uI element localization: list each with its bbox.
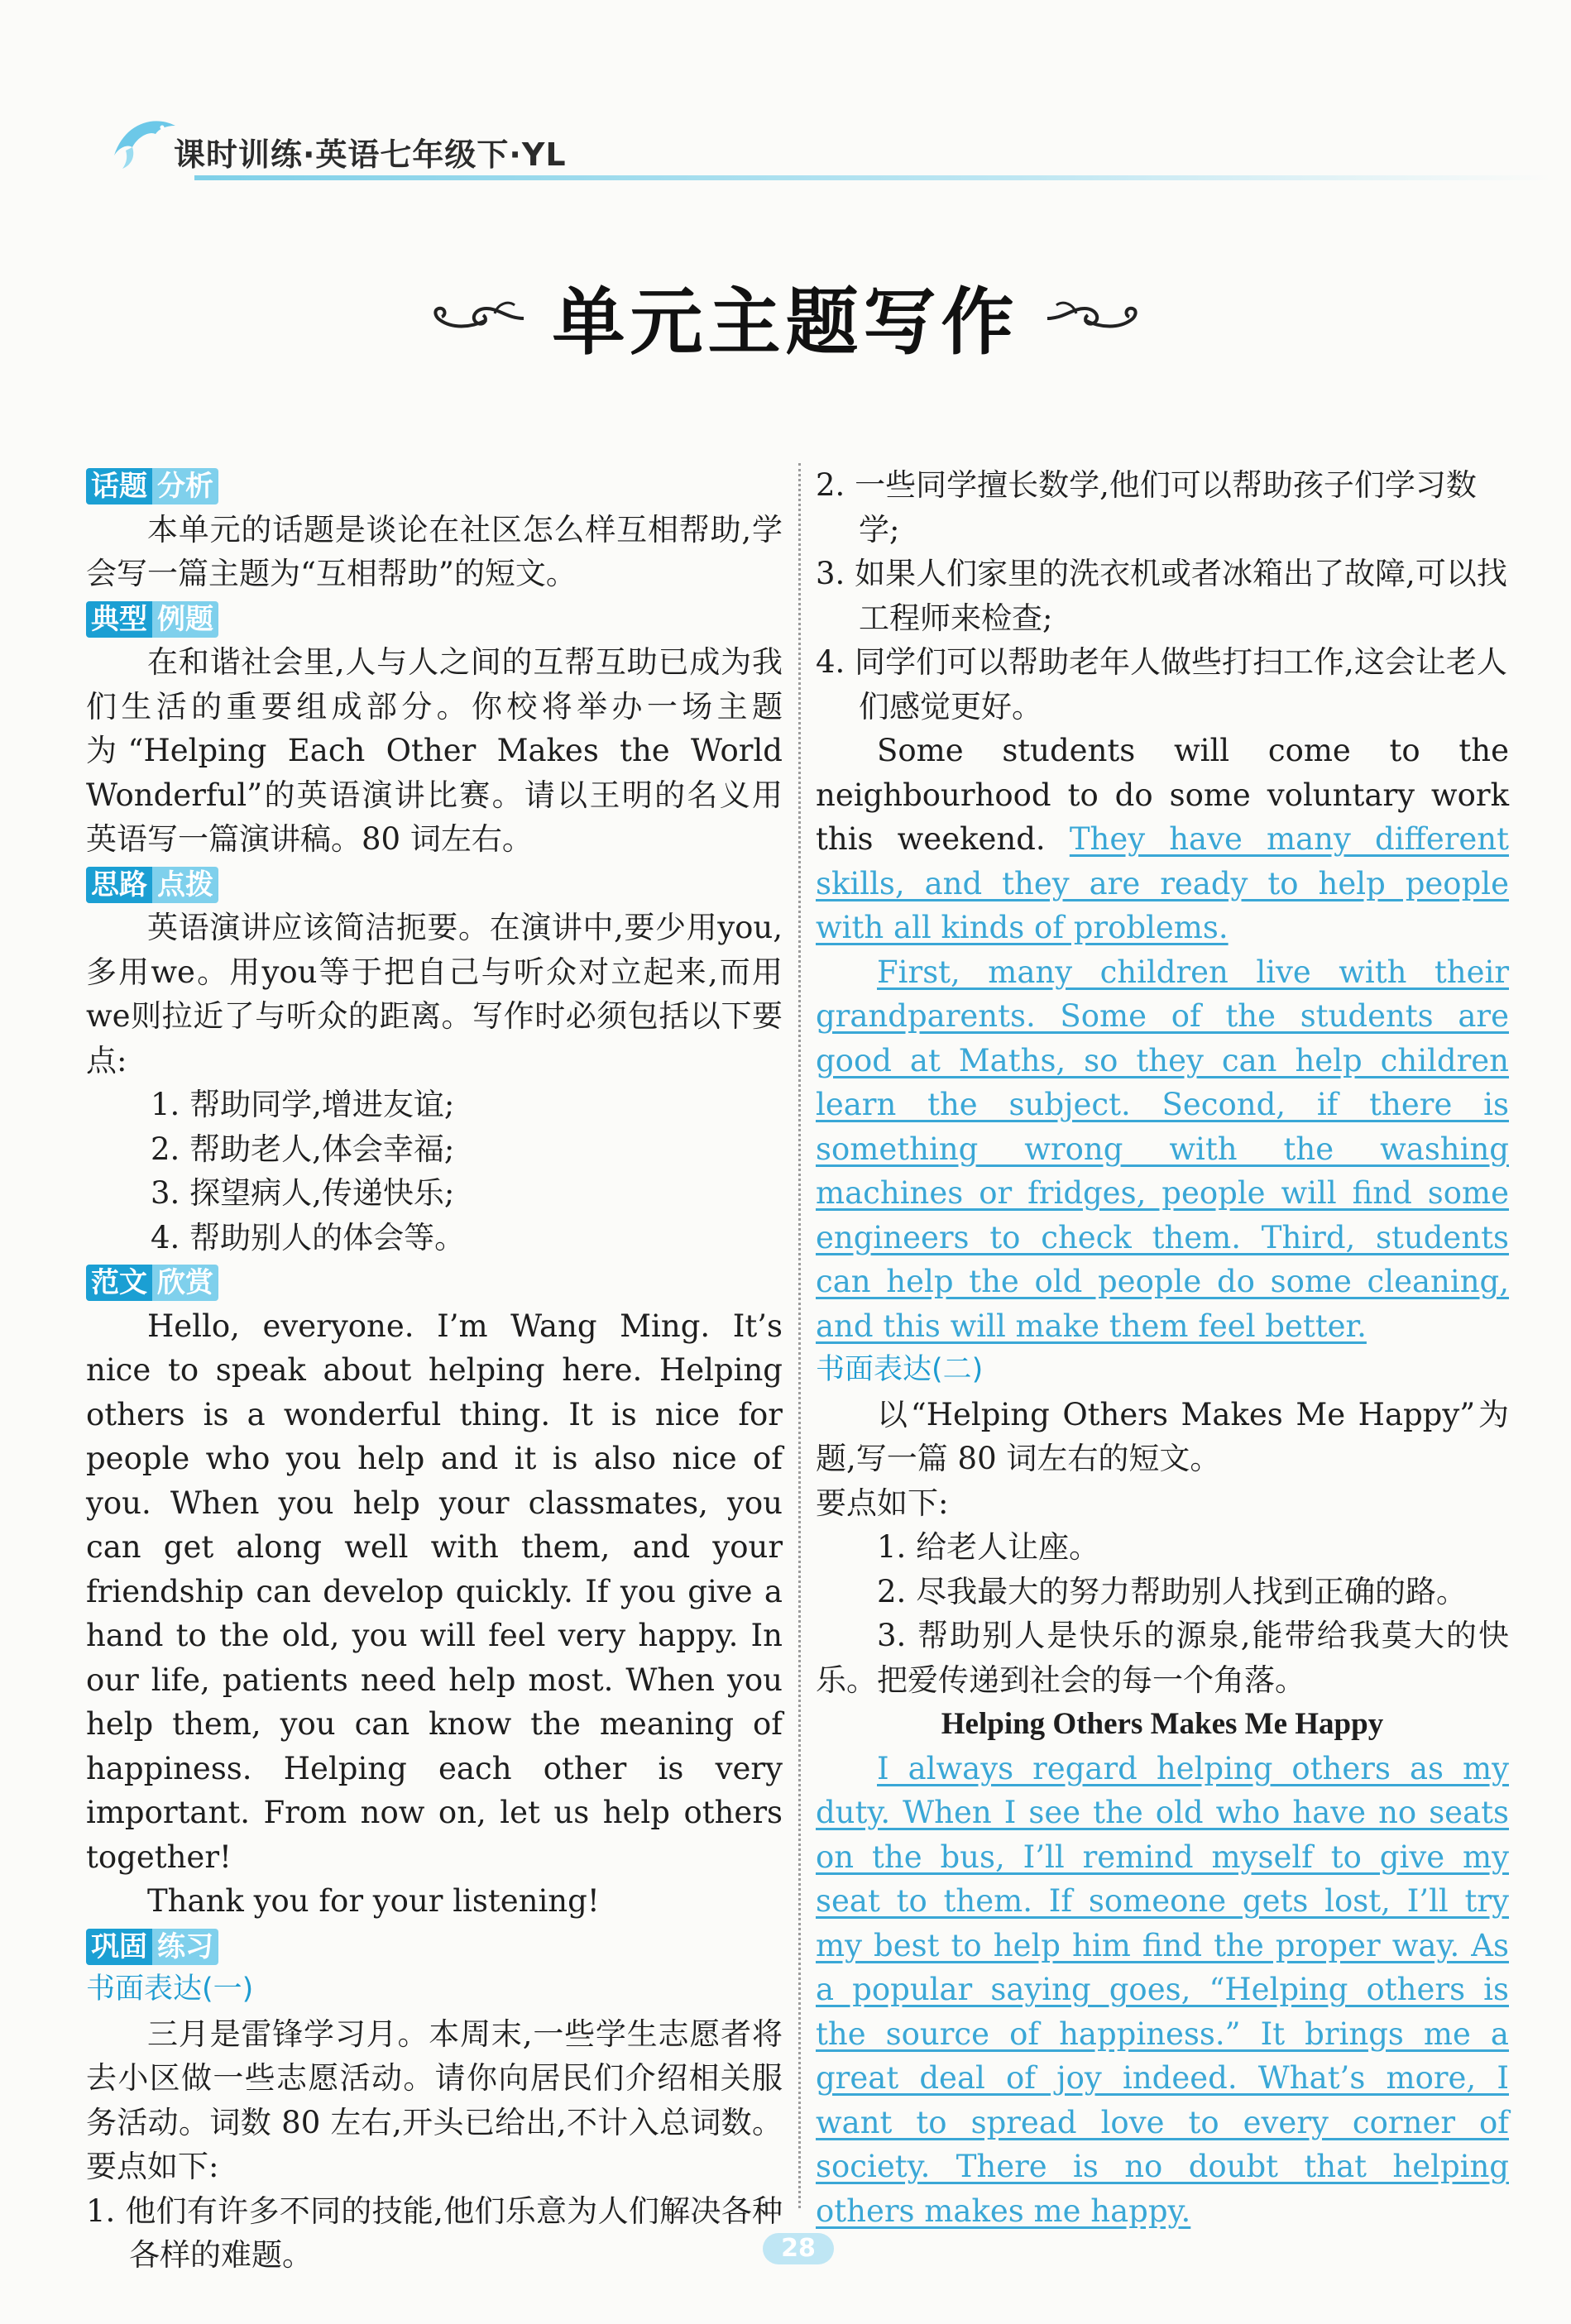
idea-text: 英语演讲应该简洁扼要。在演讲中,要少用you,多用we。用you等于把自己与听众对立起来,而用we则拉近了与听众的距离。写作时必须包括以下要点: bbox=[86, 910, 783, 1078]
tag-label: 练习 bbox=[152, 1929, 218, 1965]
tag-label: 例题 bbox=[152, 601, 218, 638]
topic-text: 本单元的话题是谈论在社区怎么样互相帮助,学会写一篇主题为“互相帮助”的短文。 bbox=[86, 511, 783, 591]
task2-point: 2. 尽我最大的努力帮助别人找到正确的路。 bbox=[877, 1573, 1468, 1609]
task1-answer bbox=[816, 729, 1509, 950]
task1-answer-para bbox=[816, 950, 1509, 1349]
section-tag-idea bbox=[86, 866, 218, 902]
page-number: 28 bbox=[763, 2233, 834, 2264]
idea-point: 2. 帮助老人,体会幸福; bbox=[151, 1131, 455, 1167]
task1-point: 3. 如果人们家里的洗衣机或者冰箱出了故障,可以找工程师来检查; bbox=[816, 556, 1507, 636]
tag-label: 范文 bbox=[86, 1265, 152, 1301]
task2-point: 3. 帮助别人是快乐的源泉,能带给我莫大的快乐。把爱传递到社会的每一个角落。 bbox=[816, 1618, 1509, 1698]
tag-label: 话题 bbox=[86, 468, 152, 504]
page-title: 单元主题写作 bbox=[552, 280, 1019, 365]
task1-answer-part2: First, many children live with their grandparents. Some of the students are good at Maths, so they can help children learn the subject. Second, if there is something wrong with the washing machines or fridges, people will find some engineers to check them. Third, students can help the old people do some cleaning, and this will make them feel better. bbox=[816, 954, 1509, 1344]
task2-title: 书面表达(二) bbox=[816, 1353, 984, 1386]
task1-answer-part1: They have many different skills, and they are ready to help people with all kinds of problems. bbox=[816, 821, 1510, 945]
section-tag-example bbox=[86, 600, 218, 637]
left-column bbox=[86, 463, 783, 2278]
task2-point: 1. 给老人让座。 bbox=[877, 1529, 1100, 1565]
task1-title: 书面表达(一) bbox=[86, 1973, 254, 2006]
dolphin-logo-icon bbox=[108, 108, 182, 174]
tag-label: 点拨 bbox=[152, 867, 218, 903]
task2-answer-para bbox=[816, 1747, 1509, 2234]
right-column bbox=[816, 463, 1509, 2233]
tag-label: 分析 bbox=[152, 468, 218, 504]
task1-point: 2. 一些同学擅长数学,他们可以帮助孩子们学习数学; bbox=[816, 467, 1477, 548]
title-row bbox=[0, 265, 1571, 364]
model-essay: Hello, everyone. I’m Wang Ming. It’s nice to speak about helping here. Helping others is a wonderful thing. It is nice for people who you help and it is also nice of you. When you help your classmates, you can get along well with them, and your friendship can develop quickly. If you give a hand to the old, you will feel very happy. In our life, patients need help most. When you help them, you can know the meaning of happiness. Helping each other is very important. From now on, let us help others together! bbox=[86, 1308, 783, 1875]
task2-essay-title: Helping Others Makes Me Happy bbox=[941, 1707, 1384, 1741]
idea-point: 1. 帮助同学,增进友谊; bbox=[151, 1087, 455, 1122]
task2-points-label: 要点如下: bbox=[816, 1485, 949, 1521]
page-header bbox=[108, 108, 1481, 190]
task2-answer: I always regard helping others as my duty. When I see the old who have no seats on the bus, I’ll remind myself to give my seat to them. If someone gets lost, I’ll try my best to help him find the proper way. As a popular saying goes, “Helping others is the source of happiness.” It brings me a great deal of joy indeed. What’s more, I want to spread love to every corner of society. There is no doubt that helping others makes me happy. bbox=[816, 1750, 1509, 2229]
column-divider bbox=[798, 463, 801, 2208]
section-tag-practice bbox=[86, 1928, 218, 1964]
model-closing: Thank you for your listening! bbox=[147, 1883, 600, 1919]
task1-point: 1. 他们有许多不同的技能,他们乐意为人们解决各种各样的难题。 bbox=[86, 2192, 783, 2273]
idea-point: 3. 探望病人,传递快乐; bbox=[151, 1175, 455, 1211]
tag-label: 典型 bbox=[86, 601, 152, 638]
example-text: 在和谐社会里,人与人之间的互帮互助已成为我们生活的重要组成部分。你校将举办一场主题为“Helping Each Other Makes the World Wonderful”的英语演讲比赛。请以王明的名义用英语写一篇演讲稿。80 词左右。 bbox=[86, 644, 783, 857]
flourish-right-icon bbox=[1043, 292, 1142, 342]
tag-label: 巩固 bbox=[86, 1929, 152, 1965]
task2-text: 以“Helping Others Makes Me Happy”为题,写一篇 80 词左右的短文。 bbox=[816, 1396, 1509, 1476]
flourish-left-icon bbox=[429, 292, 528, 342]
tag-label: 思路 bbox=[86, 867, 152, 903]
task1-text: 三月是雷锋学习月。本周末,一些学生志愿者将去小区做一些志愿活动。请你向居民们介绍相关服务活动。词数 80 左右,开头已给出,不计入总词数。要点如下: bbox=[86, 2016, 783, 2184]
idea-point: 4. 帮助别人的体会等。 bbox=[151, 1219, 466, 1255]
tag-label: 欣赏 bbox=[152, 1265, 218, 1301]
section-tag-topic bbox=[86, 467, 218, 504]
section-tag-model bbox=[86, 1264, 218, 1300]
task1-point: 4. 同学们可以帮助老年人做些打扫工作,这会让老人们感觉更好。 bbox=[816, 644, 1507, 724]
header-rule bbox=[194, 175, 1551, 180]
task1-given-start: Some students will come to the neighbourhood to do some voluntary work this weekend. bbox=[816, 733, 1509, 857]
header-title: 课时训练·英语七年级下·YL bbox=[174, 136, 567, 173]
